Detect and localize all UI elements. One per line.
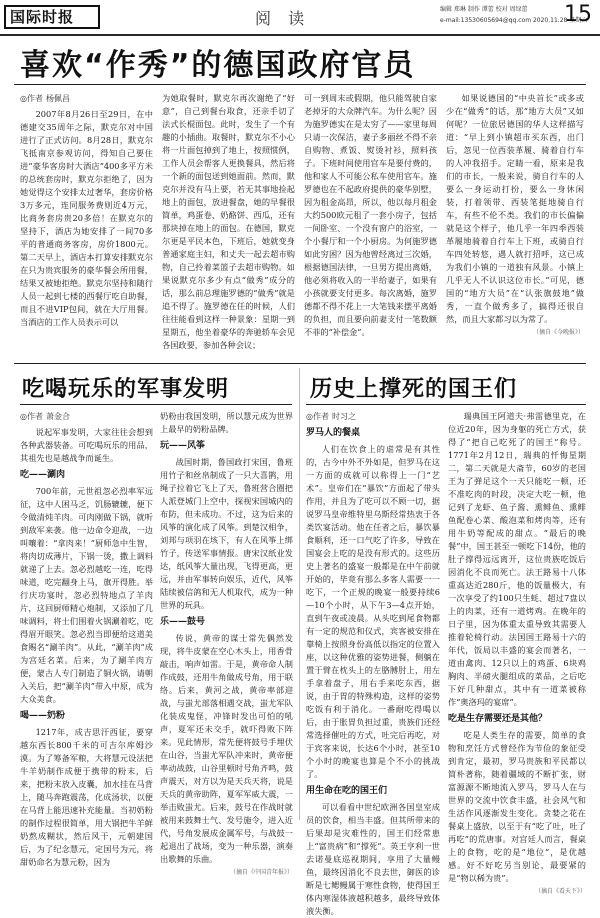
- article2-source: （摘自《中国青年报》）: [229, 869, 293, 876]
- article1-paragraph: 2007年8月26日至29日，在中德建交35周年之际，默克尔对中国进行了正式访问。8月28日，默克尔飞抵南京参观访问，得知自己要住进“豪华客房时大酒店”400多平方米的总统套房时，默克尔拒绝了，因为她觉得这个安排太过奢华，套房价格3万多元，连同服务费则近4万元，比商务套房贵20多倍！在默克尔的坚持下，酒店为她安排了一间70多平的普通商务客房，房价1800元。第二天早上，酒店本打算安排默克尔在只为贵宾服务的豪华餐会所用餐，结果又被她拒绝。默克尔坚持和随行人员一起到七楼的西餐厅吃自助餐，而且不进VIP包间，就在大厅用餐。当酒店的工作人员表示可以: [20, 109, 153, 327]
- article2-subhead: 玩——风筝: [160, 441, 206, 451]
- byline-prefix: ◎作者: [306, 412, 329, 421]
- article1-column-3: [304, 92, 437, 360]
- article3-paragraph: 吃是人类生存的需要，简单的食物和烹饪方式曾经作为节俭的象征受到肯定，最初，罗马贵族和平民都以简朴著称，随着疆域的不断扩张，财富源源不断地流入罗马，罗马人在与世界的交流中饮食丰盛，社会风气和生活作风逐渐发生变化。贪婪之花在餐桌上盛放，以至于有“吃了吐，吐了再吃”的荒唐事。对宫廷人而言，餐桌上的食物，吃的是“地位”，是优越感。好不好吃另当别论，最要紧的是“物以稀为贵”。: [448, 730, 586, 883]
- article2-subhead: 吃——涮肉: [20, 470, 66, 480]
- article3-byline: [306, 410, 440, 423]
- section-name: 阅 读: [255, 9, 311, 28]
- article1-paragraph: 可一到周末或假期，他只能驾驶自家老掉牙的大众牌汽车。为什么呢？因为施罗德实在是太穷了——家里每周只请一次保洁，妻子多丽丝不得不亲自购物、煮饭、熨烫衬衫，照料孩子。下班时间使用官车是要付费的，他和家人不可能公私车使用官车。施罗德也在不起政府提供的豪华别墅，因为租金高昂，所以，他以每月租金大约500欧元租了一套小房子，包括一间卧室、一个没有窗户的浴室，一个小餐厅和一个小厨房。为何施罗德如此穷困？因为他曾经离过三次婚，根据德国法律，一旦男方提出离婚，他必须将收入的一半给妻子，如果有小孩就要支付更多。每次离婚，施罗德都不得不花上一大笔钱来摆平离婚的负担，而且要向前妻支付一笔数额不菲的“补偿金”。: [304, 93, 437, 337]
- headline-rule: [14, 84, 586, 85]
- article3-paragraph: 瑞典国王阿道夫·弗雷德里克，在位近20年，因为身躯的死亡方式，获得了“把自己吃死了的国王”称号。1771年2月12日，瑞典的忏悔星期二，第二天就是大斋节，60岁的老国王为了弹足这个一天只能吃一顿，还不准吃肉的时段，决定大吃一顿，他记到了龙虾、鱼子酱、熏鲱鱼、熏鲱鱼配卷心菜、酸泡菜和烤肉等，还有用牛奶等配成的甜点。“最后的晚餐”中，国王甚至一顿吃下14份，他的肚子撑得远远离开，这位贵族吃饭后因消化不良而死亡。法王路易十八体重高达近280斤，他的饭量极大，有一次享受了约100只生蚝、超过7盘以上的肉菜，还有一道烤鸡。在晚年的日子里，因为体重太重导致其需要人推着轮椅行动。法国国王路易十六的年代，饭局以丰盛的宴会而著名，一道由禽肉、12只以上的鸡蛋、6块鸡胸肉、半磅火腿组成的菜品，之后吃下好几种甜点，其中有一道菜被称作“奥洛玛的宴席”。: [448, 411, 586, 707]
- article3-subhead: 吃是生存需要还是其他？: [448, 714, 548, 724]
- paper-name: 国际时报: [10, 8, 75, 26]
- article3-headline: 历史上撑死的国王们: [310, 377, 518, 402]
- article2-headline: 吃喝玩乐的军事发明: [22, 377, 230, 402]
- article1-column-1: [20, 92, 153, 360]
- article2-paragraph: 奶粉由我国发明，所以慧元成为世界上最早的奶粉品牌。: [160, 411, 293, 434]
- section-divider: [14, 363, 586, 364]
- article1-paragraph: 如果说德国的“中央首长”或多或少在“做秀”的话，那“地方大员”又如何呢？一位旅居德国的华人这样描写道：“早上到小镇超市买东西，出门后，忽见一位西装革履、骑着自行车的人冲我招手。定睛一看，原来是我们的市长，一般来说，骑自行车的人要么一身运动打扮，要么一身休闲装，打着领带、西装笔挺地骑自行车，有些不伦不类。我们的市长偏偏就是这个样子，他几乎一年四季西装革履地骑着自行车上下班，或骑自行车四处转悠，遇人就打招呼，这已成为我们小镇的一道独有风景。小镇上几乎无人不认识这位市长。”可见，德国的“地方大员”在“认张旗鼓地”做秀，一直个做秀多了，搞得还很自然，而且大家都习以为常了。: [446, 93, 584, 324]
- article1-headline: 喜欢“作秀”的德国政府官员: [20, 48, 416, 83]
- article3-column-2: [448, 410, 586, 895]
- article2-paragraph: 说起军事发明，大家往往会想到各种武器装备。可吃喝玩乐的用品，其祖先也是越战争而诞生。: [20, 427, 153, 463]
- article1-column-2: [162, 92, 295, 360]
- article2-paragraph: 1217年，成吉思汗西征，要穿越东西长800千米的可吉尔库姆沙漠。为了筹备军粮，大将慧元设法把牛羊奶制作成便于携带的粉末，后来，把粉末放入皮囊，加水挂在马背上，随马奔跑震荡，化成汤状，以便在马背上能迅速补充能量。当初奶粉的制作过程很简单，用大锅把牛羊鲜奶熬成糊状，然后风干，元朝建国后，为了纪念慧元，定国号为元，将甜奶命名为慧元粉，因为: [20, 727, 153, 867]
- article3-subhead: 用生命在吃的国王们: [306, 786, 388, 796]
- byline-author: 杨佩昌: [45, 94, 70, 103]
- article2-paragraph: 700年前，元世祖忽必烈率军远征，这中人困马乏，饥肠辘辘，便下令做清炖羊肉。可肉刚做下锅，就听到敌军来袭。他一边命令迎战，一边叫嚷着：“拿肉来！”厨师急中生智，将肉切成薄片，下锅一烫，撒上调料就递了上去。忽必烈越吃一连，吃得味道，吃完翻身上马，旗开得胜。举行庆功宴时，忽必烈特地点了羊肉片，这回厨师精心炮制，又添加了几味调料，将士们围着火锅涮着吃，吃得眉开眼笑。忽必烈当即便给这道美食赐名“涮羊肉”。从此，“涮羊肉”成为宫廷名菜。后来，为了涮羊肉方便，蒙古人专门制造了铜火锅，请朝入关后，把“涮羊肉”带入中原，成为大众美食。: [20, 486, 153, 704]
- email-date: e-mail:13530605694@qq.com 2020.11.28 星期六: [440, 17, 588, 24]
- article3-rule: [306, 404, 586, 405]
- byline-prefix: ◎作者: [20, 94, 43, 103]
- article3-paragraph: 可以看看中世纪欧洲各国皇室成员的饮食，相当丰盛。但其所带来的后果却是灾难性的，国王们经常患上“富贵病”和“撑死”。英王亨利一世去诺曼底巡视期间，享用了大量鳗鱼，最终因消化不良去世，御医的诊断是七鳃鳗属于寒性食物，使得国王体内寒湿体液越积越多，最终导致体液失衡。: [306, 802, 440, 916]
- page-number: 15: [564, 2, 592, 27]
- article2-column-2: [160, 410, 293, 876]
- masthead: [0, 0, 600, 36]
- article1-paragraph: 为她取餐时，默克尔再次谢绝了“好意”，自己到餐台取食，还亲手切了法式长棍面包。此时，发生了一个有趣的小插曲。取餐时，默克尔不小心将一片面包掉到了地上，按照惯例，工作人员会帮客人更换餐具，然后将一个新的面包送到她面前。然而，默克尔并没有马上要，若无其事地捡起地上的面包，放进餐盘，她的早餐很简单，鸡蛋卷、奶酪饼、西瓜，还有那块掉在地上的面包。在德国，默克尔更是平民本色，下班后，她就变身普通家庭主妇，和丈夫一起去超市购物，自己拎着菜篮子去超市购物。如果说默克尔多少有点“做秀”成分的话，那么前总理施罗德的“做秀”就是追不得了。施罗德在任的时候，人们往往能看到这样一种景象：星期一到星期五，他坐着豪华的奔驰轿车会见各国政要，参加各种会议；: [162, 93, 295, 350]
- article3-column-1: [306, 410, 440, 916]
- article2-paragraph: 传说，黄帝的谋士常先偶然发现，将牛皮蒙在空心木头上，用香骨敲击，响声如雷。于是，黄帝命人制作成鼓，还用牛角做成号角，用于联络。后来，黄河之战，黄帝率部迎战，与蚩尤部落相遇交战，蚩尤军队化装成鬼怪，冲锋时发出可怕的吼声，夏军还未交手，就吓得败下阵来。见此情形，常先便将鼓号手埋伏在山谷，当蚩尤军队冲来时，黄帝便率动战鼓，山谷里顿时号角齐鸣，鼓声震天，对方以为是天兵天将，说是天兵的黄帝助阵，夏军军威大震，一举击败蚩尤。后来，鼓号在作战时就被用来鼓舞士气、发号施令，进入近代，号角发展成金属军号，与战鼓一起退出了战场，变为一种乐器，演奏出歌舞的乐曲。: [160, 633, 293, 864]
- editor-credits: 编辑 郑琳 制作 谭蕾 校对 周绿蕾: [440, 6, 528, 13]
- column-divider: [299, 368, 300, 820]
- article1-byline: [20, 92, 153, 105]
- article2-byline: [20, 410, 153, 423]
- article2-subhead: 喝——奶粉: [20, 711, 66, 721]
- article3-source: （摘自《看天下》）: [534, 888, 586, 895]
- article2-paragraph: 战国时期，鲁国政打宋国，鲁班用竹子和丝帛制成了一只大喜鹊，用绳子拉着它飞上了天，鲁班营合圈把人派登城门上空中，探视宋国城内的布防，但未成功。不过，这为后来的风筝的演化成了风筝。到楚汉相争，刘邦与项羽在垓下，有人在风筝上绑竹子，传送军事情报。唐宋汉纸业发达，纸风筝大量出现，飞得更高，更远，并由军事转向娱乐，近代，风筝陆续被信鸽和无人机取代，成为一种世界的玩具。: [160, 457, 293, 610]
- byline-author: 时习之: [331, 412, 356, 421]
- article2-subhead: 乐——鼓号: [160, 617, 206, 627]
- article2-column-1: [20, 410, 153, 867]
- article3-paragraph: 人们在饮食上的虐常是有其性的，古今中外不外如是，但罗马在这一方面的成就可以称得上一门“艺术”。皇帝们在“暴饮”方面起了带头作用，并且为了吃可以不顾一切，据说罗马皇帝维特里乌斯经常热衷于各类饮宴活动。他在任者之后，暴饮暴食顺利，还一口气吃了许多，导致在国宴会上吃的是没有形式的。这些历史上著名的盛宴一般都是在中午前就开始的，毕竟有那么多客人需要一一吃下，一个正规的晚宴一般要持续6—10个小时，从下午3—4点开始，直到午夜或凌晨。从头吃到尾食物都有一定的规范和仪式，宾客被安排在靠椅上按照身份高低以指定的位置入座，以这种优雅的姿势进餐，侧躺在置于臂在枕头上的左胳膊肘上，用左手拿着盘子，用右手来吃东西，据说，由于胃的特殊构造，这样的姿势吃饭有利于消化。一番耐吃得喝以后，由于胀胃负担过重，贵族们还经常选择催吐的方式，吐完后再吃，对于宾客来说，长达6个小时，甚至10个小时的晚宴也算是个不小的挑战了。: [306, 444, 440, 779]
- article1-source: （摘自《今晚报》）: [532, 329, 584, 336]
- byline-author: 萧金合: [45, 412, 70, 421]
- article1-column-4: [446, 92, 584, 360]
- article2-rule: [20, 404, 292, 405]
- byline-prefix: ◎作者: [20, 412, 43, 421]
- article3-subhead: 罗马人的餐桌: [306, 428, 361, 438]
